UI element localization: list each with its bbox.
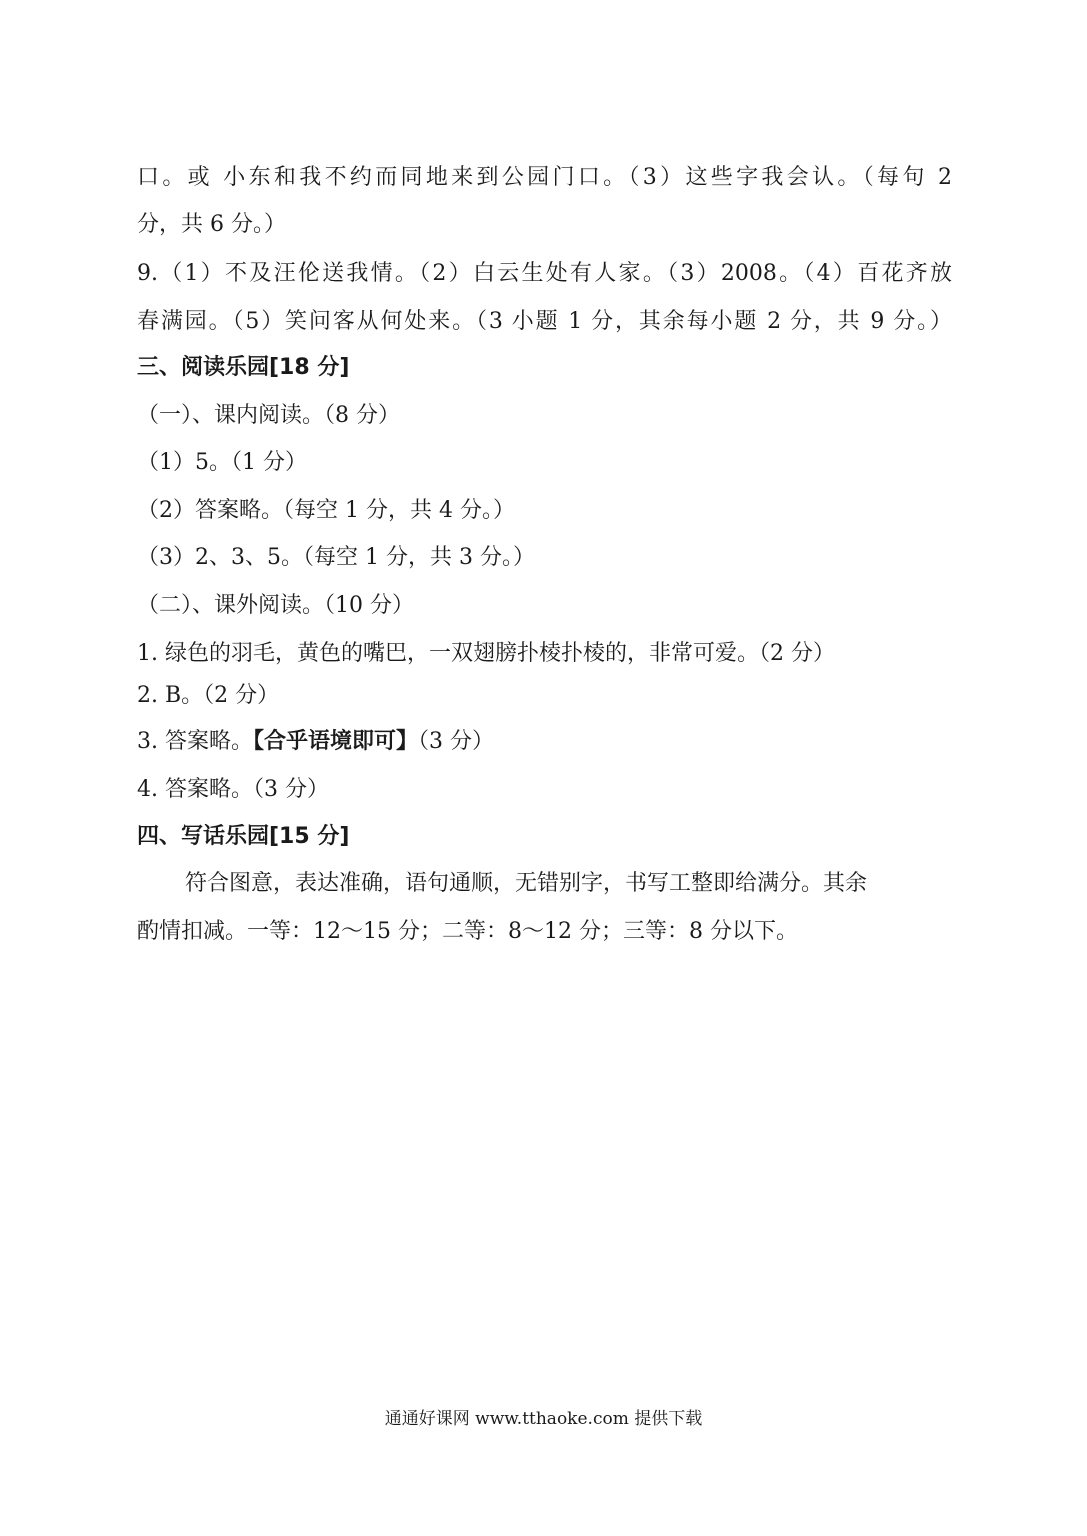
page-footer: 通通好课网 www.tthaoke.com 提供下载 — [384, 1409, 703, 1429]
section-heading-reading: 三、阅读乐园[18 分] — [137, 355, 350, 380]
answer-line: 2. B。（2 分） — [137, 683, 280, 708]
answer-line: 分，共 6 分。） — [137, 212, 286, 237]
answer-content — [137, 163, 957, 947]
section-heading-writing: 四、写话乐园[15 分] — [137, 824, 350, 849]
subsection-in-class-reading: （一）、课内阅读。（8 分） — [137, 403, 400, 428]
answer-line: 春满园。（5）笑问客从何处来。（3 小题 1 分，其余每小题 2 分，共 9 分。） — [137, 309, 952, 334]
paragraph-line: 酌情扣减。一等：12～15 分；二等：8～12 分；三等：8 分以下。 — [137, 919, 798, 944]
answer-line: 口。或 小东和我不约而同地来到公园门口。（3）这些字我会认。（每句 2 — [137, 165, 952, 190]
paragraph-line: 符合图意，表达准确，语句通顺，无错别字，书写工整即给满分。其余 — [185, 871, 868, 896]
answer-text: 3. 答案略。 — [137, 729, 253, 754]
answer-line — [137, 727, 957, 757]
answer-line: （2）答案略。（每空 1 分，共 4 分。） — [137, 498, 515, 523]
answer-line: 4. 答案略。（3 分） — [137, 777, 329, 802]
answer-line: 1. 绿色的羽毛，黄色的嘴巴，一双翅膀扑棱扑棱的，非常可爱。（2 分） — [137, 641, 835, 666]
answer-text: （3 分） — [418, 729, 494, 754]
answer-line: （1）5。（1 分） — [137, 450, 307, 475]
subsection-extracurricular-reading: （二）、课外阅读。（10 分） — [137, 593, 414, 618]
answer-line: 9.（1）不及汪伦送我情。（2）白云生处有人家。（3）2008。（4）百花齐放 — [137, 261, 952, 286]
answer-note-bold: 【合乎语境即可】 — [252, 729, 418, 754]
answer-line: （3）2、3、5。（每空 1 分，共 3 分。） — [137, 545, 535, 570]
